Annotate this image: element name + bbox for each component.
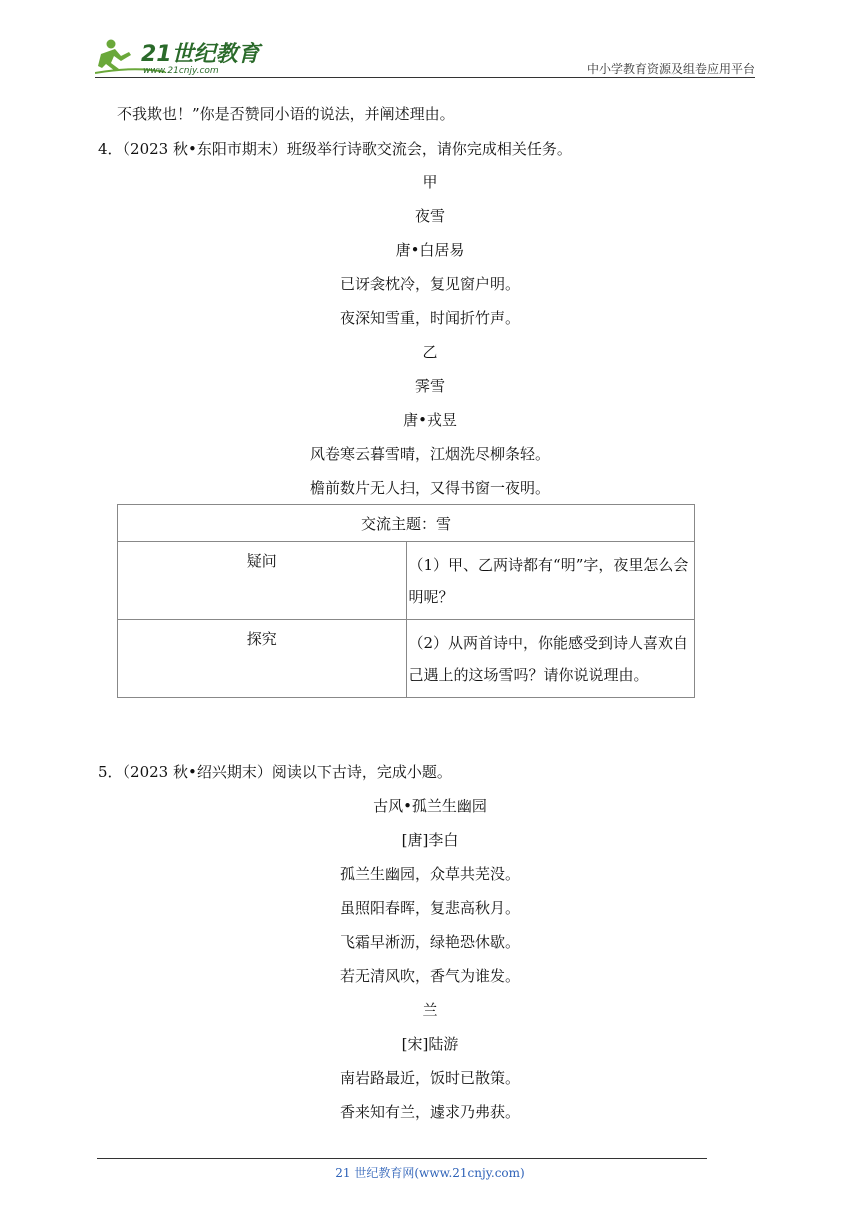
q5-title: 5．（2023 秋•绍兴期末）阅读以下古诗，完成小题。 xyxy=(98,763,452,781)
footer-link[interactable]: 21 世纪教育网(www.21cnjy.com) xyxy=(335,1166,525,1180)
q5-poem-b-line: 南岩路最近，饭时已散策。 xyxy=(339,1069,520,1087)
table-row-content: （2）从两首诗中，你能感受到诗人喜欢自己遇上的这场雪吗？请你说说理由。 xyxy=(406,620,695,698)
table-row-label: 疑问 xyxy=(118,542,407,620)
q4-title: 4．（2023 秋•东阳市期末）班级举行诗歌交流会，请你完成相关任务。 xyxy=(98,140,572,158)
footer-divider xyxy=(97,1158,707,1159)
q5-poem-b-author: [宋]陆游 xyxy=(401,1035,459,1053)
q4-theme-table xyxy=(117,504,695,698)
q5-poem-a-title: 古风•孤兰生幽园 xyxy=(373,797,487,815)
header-platform-text: 中小学教育资源及组卷应用平台 xyxy=(586,62,755,76)
q4-poem-b-label: 乙 xyxy=(422,343,438,361)
table-row xyxy=(118,620,695,698)
table-row-label: 探究 xyxy=(118,620,407,698)
q5-poem-b-line: 香来知有兰，遽求乃弗获。 xyxy=(339,1103,520,1121)
table-header-cell: 交流主题：雪 xyxy=(118,505,695,542)
table-row-content: （1）甲、乙两诗都有“明”字，夜里怎么会明呢？ xyxy=(406,542,695,620)
q4-poem-b-line: 风卷寒云暮雪晴，江烟洗尽柳条轻。 xyxy=(309,445,550,463)
q4-poem-a-line: 夜深知雪重，时闻折竹声。 xyxy=(339,309,520,327)
header-divider xyxy=(95,77,755,78)
q4-poem-a-line: 已讶衾枕冷，复见窗户明。 xyxy=(339,275,520,293)
table-row xyxy=(118,542,695,620)
table-header-row xyxy=(118,505,695,542)
logo xyxy=(95,36,275,76)
logo-url: www.21cnjy.com xyxy=(143,66,219,76)
q4-poem-a-label: 甲 xyxy=(422,173,438,191)
q4-poem-a-author: 唐•白居易 xyxy=(395,241,465,259)
q5-poem-a-line: 若无清风吹，香气为谁发。 xyxy=(339,967,520,985)
logo-runner-icon xyxy=(98,49,131,71)
intro-line: 不我欺也！”你是否赞同小语的说法，并阐述理由。 xyxy=(117,105,455,123)
logo-head-icon xyxy=(107,40,116,49)
q5-poem-a-line: 虽照阳春晖，复悲高秋月。 xyxy=(339,899,520,917)
q4-poem-b-line: 檐前数片无人扫，又得书窗一夜明。 xyxy=(309,479,550,497)
q5-poem-a-author: [唐]李白 xyxy=(401,831,459,849)
q4-poem-b-author: 唐•戎昱 xyxy=(403,411,457,429)
q5-poem-a-line: 孤兰生幽园，众草共芜没。 xyxy=(339,865,520,883)
q5-poem-b-title: 兰 xyxy=(422,1001,438,1019)
logo-text: 21世纪教育 xyxy=(141,42,260,67)
q4-poem-a-title: 夜雪 xyxy=(414,207,445,225)
q4-poem-b-title: 霁雪 xyxy=(414,377,445,395)
page-header xyxy=(95,32,755,80)
q5-poem-a-line: 飞霜早淅沥，绿艳恐休歇。 xyxy=(339,933,520,951)
